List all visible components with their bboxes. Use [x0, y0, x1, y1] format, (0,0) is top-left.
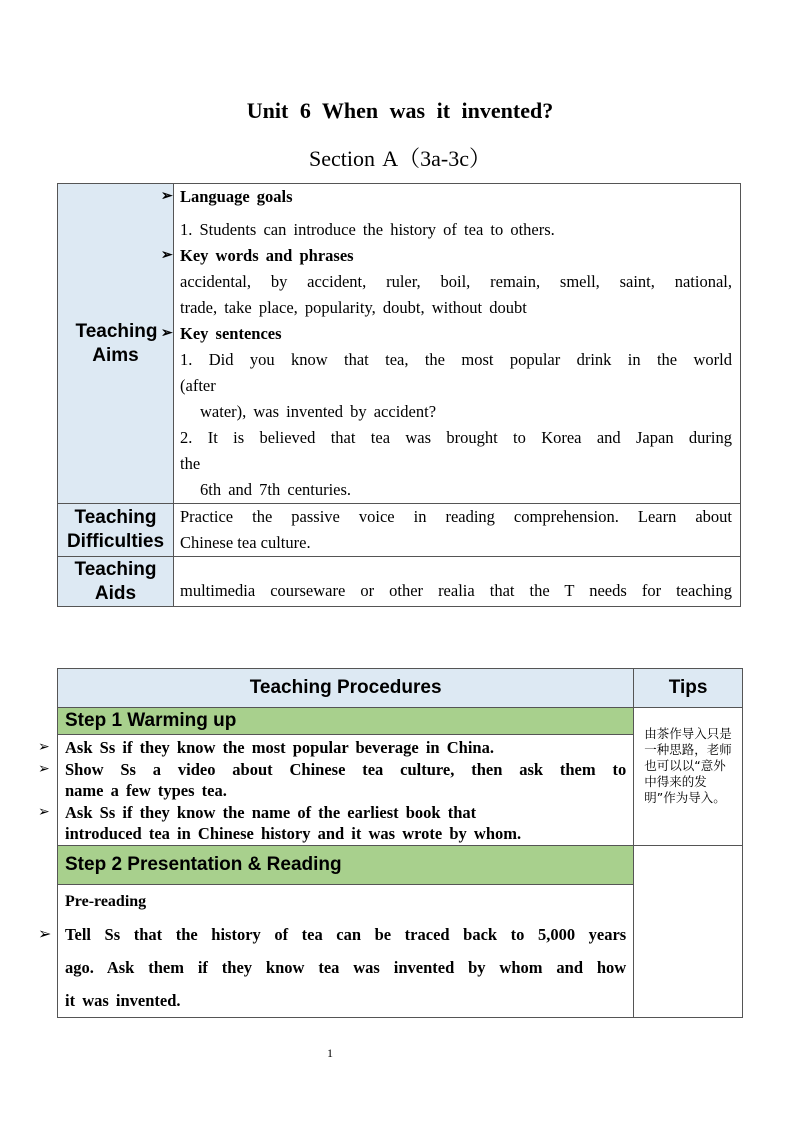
document-subtitle: Section A（3a-3c）: [308, 146, 492, 171]
arrow-bullet-icon: ➢: [38, 740, 50, 755]
arrow-bullet-icon: ➢: [38, 925, 52, 943]
teaching-procedures-header: Teaching Procedures: [58, 669, 634, 708]
teaching-aims-label: Teaching Aims: [75, 320, 158, 366]
step-1-title: Step 1 Warming up: [58, 708, 634, 735]
pre-reading-heading: Pre-reading: [65, 892, 147, 910]
document-title: Unit 6 When was it invented?: [246, 98, 554, 123]
step-2-line-3: it was invented.: [65, 990, 181, 1010]
teaching-aids-label-2: Aids: [94, 582, 137, 604]
key-sentence-2-line-1: 2. It is believed that tea was brought to Korea and Japan during: [180, 428, 732, 447]
step-1-item-3-line-2: introduced tea in Chinese history and it was wrote by whom.: [65, 824, 522, 843]
key-sentence-2-line-2: the: [180, 454, 201, 473]
teaching-difficulties-content: [174, 504, 741, 557]
key-sentence-2-line-3: 6th and 7th centuries.: [200, 480, 352, 499]
language-goals-heading: Language goals: [180, 187, 293, 206]
arrow-bullet-icon: ➢: [161, 326, 173, 341]
step-2-tip-cell: [634, 845, 743, 1017]
difficulties-line-1: Practice the passive voice in reading comprehension. Learn about: [180, 507, 732, 526]
teaching-difficulties-label-1: Teaching: [74, 507, 157, 528]
page-number: 1: [327, 1046, 333, 1060]
tips-header: Tips: [634, 669, 743, 708]
step-1-item-2-line-2: name a few types tea.: [65, 781, 227, 800]
step-1-tip: 由茶作导入只是一种思路，老师也可以以“意外中得来的发明”作为导入。: [634, 708, 743, 846]
step-1-content: [38, 735, 634, 846]
step-1-item-3-line-1: Ask Ss if they know the name of the earliest book that: [65, 802, 477, 822]
key-sentence-1-line-2: (after: [180, 376, 216, 395]
difficulties-line-2: Chinese tea culture.: [180, 533, 311, 552]
language-goal-1: 1. Students can introduce the history of tea to others.: [180, 220, 555, 239]
step-2-title: Step 2 Presentation & Reading: [58, 845, 634, 884]
arrow-bullet-icon: ➢: [38, 761, 50, 777]
key-words-heading: Key words and phrases: [180, 246, 354, 265]
step-2-line-1: Tell Ss that the history of tea can be traced back to 5,000 years: [65, 924, 627, 944]
key-words-line-1: accidental, by accident, ruler, boil, remain, smell, saint, national,: [180, 272, 732, 291]
arrow-bullet-icon: ➢: [161, 248, 173, 263]
arrow-bullet-icon: ➢: [38, 804, 50, 820]
teaching-difficulties-label-2: Difficulties: [66, 531, 165, 552]
teaching-difficulties-label-cell: [58, 504, 174, 557]
arrow-bullet-icon: ➢: [161, 189, 173, 204]
teaching-aims-label-cell: [58, 184, 174, 504]
key-sentences-heading: Key sentences: [180, 324, 282, 343]
teaching-aims-content: [161, 184, 741, 504]
teaching-aims-table: [57, 183, 741, 607]
step-1-item-1: Ask Ss if they know the most popular beverage in China.: [65, 738, 494, 757]
step-2-line-2: ago. Ask them if they know tea was invented by whom and how: [65, 957, 627, 977]
key-sentence-1-line-1: 1. Did you know that tea, the most popular drink in the world: [180, 350, 732, 369]
teaching-procedures-table: [38, 668, 743, 1018]
step-2-content: [38, 884, 634, 1017]
key-words-line-2: trade, take place, popularity, doubt, without doubt: [180, 298, 527, 317]
key-sentence-1-line-3: water), was invented by accident?: [200, 402, 437, 421]
teaching-aids-label-1: Teaching: [74, 558, 157, 580]
teaching-aids-content: [174, 557, 741, 607]
step-1-item-2-line-1: Show Ss a video about Chinese tea culture, then ask them to: [65, 759, 627, 779]
teaching-aids-label-cell: [58, 557, 174, 607]
aids-text: multimedia courseware or other realia that the T needs for teaching: [180, 581, 732, 600]
